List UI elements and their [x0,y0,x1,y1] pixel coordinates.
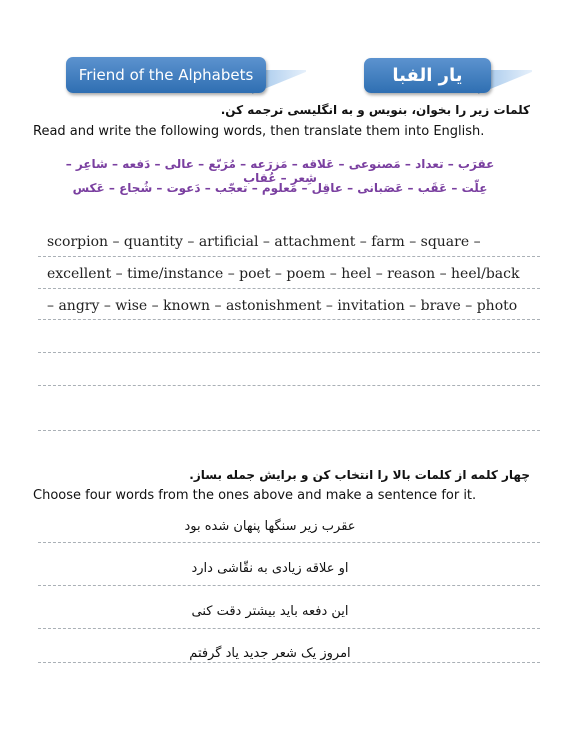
sentence-4: امروز یک شعر جدید یاد گرفتم [189,646,351,661]
writing-line [38,430,540,431]
word-list-line-1: عقرَب – تعداد – مَصنوعی – عَلاقه – مَزرَعه – مُرَبّع – عالی – دَفعه – شاعِر – شِعر – عُقاب [65,157,495,185]
title-tag-english [66,57,266,93]
instruction-english-2: Choose four words from the ones above and make a sentence for it. [33,488,477,503]
writing-line [38,352,540,353]
title-english: Friend of the Alphabets [78,66,254,84]
sentence-2: او علاقه زیادی به نقّاشی دارد [191,561,349,576]
writing-line [38,542,540,543]
instruction-persian-1: کلمات زیر را بخوان، بنویس و به انگلیسی ترجمه کن. [220,103,530,117]
instruction-english-1: Read and write the following words, then translate them into English. [33,124,485,139]
answer-line-1: scorpion – quantity – artificial – attachment – farm – square – [47,234,481,250]
sentence-3: این دفعه باید بیشتر دقت کنی [191,604,349,619]
writing-line [38,319,540,320]
writing-line [38,662,540,663]
writing-line [38,288,540,289]
title-persian: یار الفبا [392,65,463,86]
sentence-1: عقرب زیر سنگها پنهان شده بود [184,519,356,534]
instruction-persian-2: چهار کلمه از کلمات بالا را انتخاب کن و برایش جمله بساز. [189,468,530,482]
answer-line-3: – angry – wise – known – astonishment – invitation – brave – photo [47,298,518,314]
writing-line [38,585,540,586]
answer-line-2: excellent – time/instance – poet – poem – heel – reason – heel/back [47,266,520,282]
writing-line [38,385,540,386]
word-list-line-2: عِلّت – عَقَب – عَصَبانی – عاقِل – مَعلوم – تعجّب – دَعوت – شُجاع – عَکس [72,181,488,195]
title-tag-persian [364,58,491,93]
writing-line [38,256,540,257]
writing-line [38,628,540,629]
